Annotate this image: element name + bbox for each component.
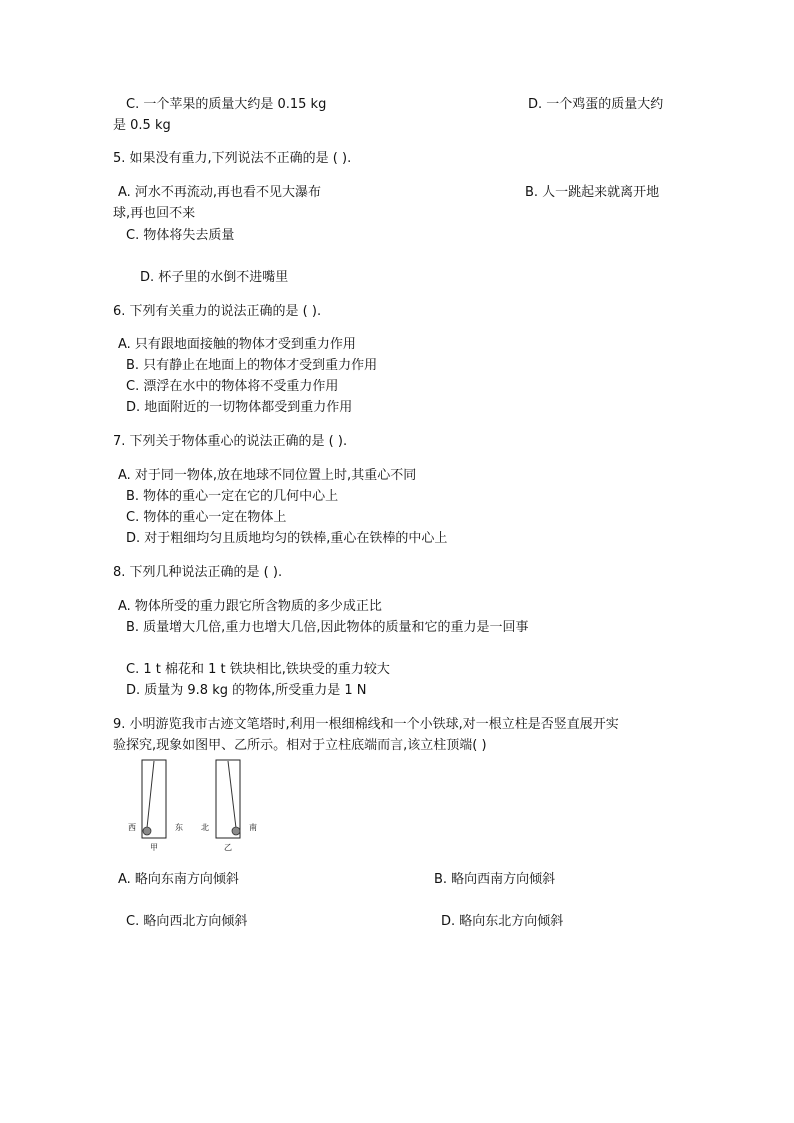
q8-option-a: A. 物体所受的重力跟它所含物质的多少成正比 — [118, 599, 382, 614]
q5-option-c: C. 物体将失去质量 — [126, 228, 235, 243]
label-west: 西 — [128, 823, 136, 832]
q6-option-a: A. 只有跟地面接触的物体才受到重力作用 — [118, 337, 356, 352]
q7-option-c: C. 物体的重心一定在物体上 — [126, 510, 287, 525]
q9-stem-line-1: 9. 小明游览我市古迹文笔塔时,利用一根细棉线和一个小铁球,对一根立柱是否竖直展开实 — [113, 717, 619, 732]
q9-option-a: A. 略向东南方向倾斜 — [118, 872, 239, 887]
q6-option-b: B. 只有静止在地面上的物体才受到重力作用 — [126, 358, 378, 373]
q6-stem: 6. 下列有关重力的说法正确的是 ( ). — [113, 304, 322, 319]
q9-stem-line-2: 验探究,现象如图甲、乙所示。相对于立柱底端而言,该立柱顶端( ) — [113, 738, 487, 753]
iron-ball-right — [232, 827, 240, 835]
plumb-line-figure — [124, 758, 274, 854]
caption-jia: 甲 — [150, 843, 158, 852]
plumb-line-svg — [124, 758, 274, 854]
q5-stem: 5. 如果没有重力,下列说法不正确的是 ( ). — [113, 151, 352, 166]
q5-option-b: B. 人一跳起来就离开地 — [525, 185, 660, 200]
q8-option-d: D. 质量为 9.8 kg 的物体,所受重力是 1 N — [126, 683, 367, 698]
q5-option-d: D. 杯子里的水倒不进嘴里 — [140, 270, 289, 285]
q8-option-b: B. 质量增大几倍,重力也增大几倍,因此物体的质量和它的重力是一回事 — [126, 620, 529, 635]
q5-option-b-continued: 球,再也回不来 — [113, 206, 196, 221]
q7-option-a: A. 对于同一物体,放在地球不同位置上时,其重心不同 — [118, 468, 417, 483]
iron-ball-left — [143, 827, 151, 835]
plumb-line-right — [228, 761, 236, 828]
q6-option-d: D. 地面附近的一切物体都受到重力作用 — [126, 400, 353, 415]
q6-option-c: C. 漂浮在水中的物体将不受重力作用 — [126, 379, 339, 394]
q8-stem: 8. 下列几种说法正确的是 ( ). — [113, 565, 283, 580]
q9-option-c: C. 略向西北方向倾斜 — [126, 914, 248, 929]
pillar-right — [216, 760, 240, 838]
plumb-line-left — [147, 761, 154, 828]
q7-stem: 7. 下列关于物体重心的说法正确的是 ( ). — [113, 434, 348, 449]
q7-option-b: B. 物体的重心一定在它的几何中心上 — [126, 489, 339, 504]
q9-option-d: D. 略向东北方向倾斜 — [441, 914, 564, 929]
q4-option-c: C. 一个苹果的质量大约是 0.15 kg — [126, 97, 327, 112]
q8-option-c: C. 1 t 棉花和 1 t 铁块相比,铁块受的重力较大 — [126, 662, 390, 677]
caption-yi: 乙 — [224, 843, 232, 852]
q7-option-d: D. 对于粗细均匀且质地均匀的铁棒,重心在铁棒的中心上 — [126, 531, 448, 546]
pillar-left — [142, 760, 166, 838]
q5-option-a: A. 河水不再流动,再也看不见大瀑布 — [118, 185, 322, 200]
q4-option-d: D. 一个鸡蛋的质量大约 — [528, 97, 664, 112]
label-south: 南 — [249, 823, 257, 832]
label-east: 东 — [175, 823, 183, 832]
q4-option-d-continued: 是 0.5 kg — [113, 118, 171, 133]
label-north: 北 — [201, 823, 209, 832]
q9-option-b: B. 略向西南方向倾斜 — [434, 872, 556, 887]
